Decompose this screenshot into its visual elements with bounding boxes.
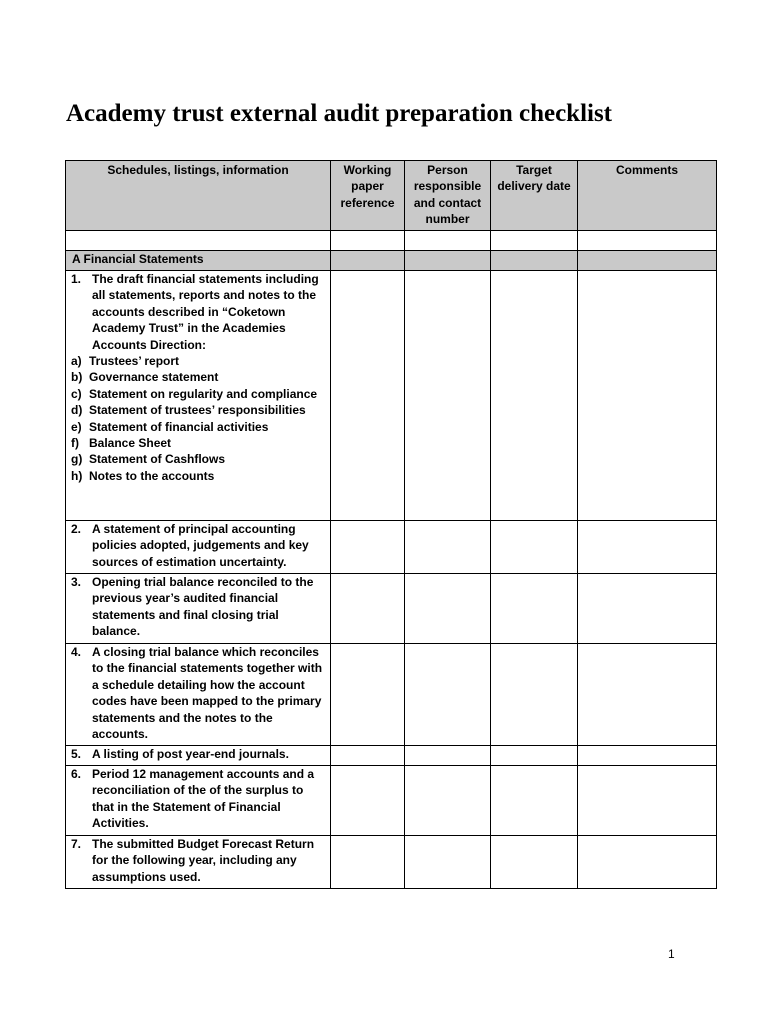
- table-cell: [331, 231, 405, 251]
- sub-item-letter: g): [71, 452, 83, 467]
- sub-item-list: [71, 353, 325, 484]
- item-number: 1.: [71, 272, 82, 286]
- table-row: [66, 746, 717, 766]
- table-cell: [578, 574, 717, 644]
- page-title: Academy trust external audit preparation checklist: [66, 100, 613, 127]
- table-cell: [491, 521, 578, 574]
- table-cell: [405, 271, 491, 521]
- list-item: [71, 353, 325, 369]
- section-row: [66, 251, 717, 271]
- item-number: 7.: [71, 837, 82, 851]
- item-cell: [66, 836, 331, 889]
- list-item: [71, 468, 325, 484]
- item-number: 5.: [71, 747, 82, 761]
- sub-item-letter: c): [71, 386, 82, 401]
- item-cell: [66, 521, 331, 574]
- table-cell: [331, 766, 405, 836]
- item-cell: [66, 746, 331, 766]
- list-item: [71, 435, 325, 451]
- item-cell: [66, 766, 331, 836]
- item-number: 3.: [71, 575, 82, 589]
- sub-item-text: Statement of Cashflows: [89, 452, 226, 467]
- table-cell: [491, 271, 578, 521]
- header-working-paper-reference: Working paper reference: [331, 161, 405, 231]
- table-cell: [331, 836, 405, 889]
- list-item: [71, 402, 325, 418]
- table-cell: [491, 766, 578, 836]
- item-text: Period 12 management accounts and a reconciliation of the of the surplus to that in the Statement of Financial Activities.: [92, 767, 315, 831]
- list-item: [71, 419, 325, 435]
- table-cell: [578, 251, 717, 271]
- sub-item-text: Statement on regularity and compliance: [89, 386, 318, 401]
- table-row: [66, 644, 717, 746]
- page-number: 1: [668, 947, 675, 961]
- table-cell: [491, 746, 578, 766]
- table-cell: [491, 574, 578, 644]
- item-cell: [66, 644, 331, 746]
- table-cell: [66, 231, 331, 251]
- item-number: 6.: [71, 767, 82, 781]
- item-text: The submitted Budget Forecast Return for the following year, including any assumptions used.: [92, 837, 315, 884]
- item-number: 2.: [71, 522, 82, 536]
- sub-item-letter: e): [71, 419, 82, 434]
- table-cell: [491, 836, 578, 889]
- table-cell: [331, 574, 405, 644]
- table-row: [66, 836, 717, 889]
- item-cell: [66, 271, 331, 521]
- table-cell: [405, 644, 491, 746]
- table-row: [66, 766, 717, 836]
- table-row: [66, 574, 717, 644]
- list-item: [71, 451, 325, 467]
- header-person-responsible: Person responsible and contact number: [405, 161, 491, 231]
- table-cell: [405, 574, 491, 644]
- sub-item-letter: b): [71, 370, 83, 385]
- table-cell: [331, 746, 405, 766]
- table-cell: [331, 271, 405, 521]
- sub-item-letter: h): [71, 468, 83, 483]
- table-cell: [578, 231, 717, 251]
- sub-item-text: Trustees’ report: [89, 354, 180, 369]
- table-row: [66, 521, 717, 574]
- sub-item-text: Notes to the accounts: [89, 468, 215, 483]
- header-target-delivery-date: Target delivery date: [491, 161, 578, 231]
- item-number: 4.: [71, 645, 82, 659]
- table-cell: [405, 746, 491, 766]
- table-cell: [578, 766, 717, 836]
- table-cell: [578, 271, 717, 521]
- table-cell: [491, 251, 578, 271]
- table-cell: [578, 521, 717, 574]
- table-cell: [578, 746, 717, 766]
- table-cell: [405, 231, 491, 251]
- table-header-row: [66, 161, 717, 231]
- table-cell: [405, 521, 491, 574]
- table-cell: [405, 836, 491, 889]
- item-text: A closing trial balance which reconciles to the financial statements together with a schedule detailing how the account codes have been mapped to the primary statements and the notes to the accounts.: [92, 645, 323, 742]
- table-cell: [331, 521, 405, 574]
- sub-item-letter: f): [71, 436, 79, 451]
- table-cell: [578, 644, 717, 746]
- table-cell: [491, 644, 578, 746]
- sub-item-letter: d): [71, 403, 83, 418]
- table-cell: [331, 251, 405, 271]
- item-text: A statement of principal accounting policies adopted, judgements and key sources of estimation uncertainty.: [92, 522, 309, 569]
- sub-item-letter: a): [71, 354, 82, 369]
- table-cell: [331, 644, 405, 746]
- table-row: [66, 271, 717, 521]
- sub-item-text: Balance Sheet: [89, 436, 172, 451]
- section-title: A Financial Statements: [66, 251, 331, 271]
- table-cell: [491, 231, 578, 251]
- item-text: The draft financial statements including all statements, reports and notes to the accounts described in “Coketown Academy Trust” in the Academies Accounts Direction:: [92, 272, 319, 352]
- table-cell: [405, 766, 491, 836]
- item-text: Opening trial balance reconciled to the previous year’s audited financial statements and final closing trial balance.: [92, 575, 314, 639]
- header-schedules: Schedules, listings, information: [66, 161, 331, 231]
- sub-item-text: Statement of trustees’ responsibilities: [89, 403, 306, 418]
- header-comments: Comments: [578, 161, 717, 231]
- audit-checklist-table: [65, 160, 717, 889]
- blank-row: [66, 231, 717, 251]
- list-item: [71, 369, 325, 385]
- item-cell: [66, 574, 331, 644]
- item-text: A listing of post year-end journals.: [92, 747, 289, 761]
- table-cell: [405, 251, 491, 271]
- sub-item-text: Governance statement: [89, 370, 219, 385]
- list-item: [71, 386, 325, 402]
- table-cell: [578, 836, 717, 889]
- sub-item-text: Statement of financial activities: [89, 419, 269, 434]
